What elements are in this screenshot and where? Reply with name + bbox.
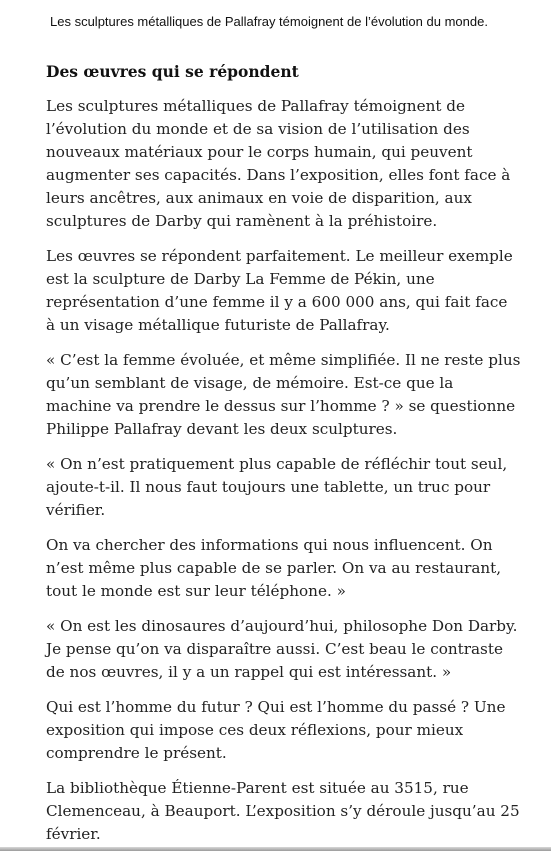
paragraph: Qui est l’homme du futur ? Qui est l’homme du passé ? Une exposition qui impose ces deux réflexions, pour mieux comprendre le présent. — [46, 698, 506, 762]
paragraph: On va chercher des informations qui nous influencent. On n’est même plus capable de se parler. On va au restaurant, tout le monde est sur leur téléphone. » — [46, 536, 502, 600]
paragraph: « C’est la femme évoluée, et même simplifiée. Il ne reste plus qu’un semblant de visage, de mémoire. Est-ce que la machine va prendre le dessus sur l’homme ? » se questionne Philippe Pallafray devant les deux sculptures. — [46, 351, 521, 438]
section-heading: Des œuvres qui se répondent — [46, 62, 299, 81]
paragraph: La bibliothèque Étienne-Parent est située au 3515, rue Clemenceau, à Beauport. L’exposition s’y déroule jusqu’au 25 février. — [46, 779, 520, 843]
bottom-divider — [0, 847, 551, 851]
paragraph: « On n’est pratiquement plus capable de réfléchir tout seul, ajoute-t-il. Il nous faut toujours une tablette, un truc pour vérifier. — [46, 455, 508, 519]
article-body — [46, 60, 521, 858]
paragraph: « On est les dinosaures d’aujourd’hui, philosophe Don Darby. Je pense qu’on va disparaître aussi. C’est beau le contraste de nos œuvres, il y a un rappel qui est intéressant. » — [46, 617, 518, 681]
image-caption: Les sculptures métalliques de Pallafray témoignent de l’évolution du monde. — [50, 14, 488, 29]
paragraph: Les sculptures métalliques de Pallafray témoignent de l’évolution du monde et de sa vision de l’utilisation des nouveaux matériaux pour le corps humain, qui peuvent augmenter ses capacités. Dans l’exposition, elles font face à leurs ancêtres, aux animaux en voie de disparition, aux sculptures de Darby qui ramènent à la préhistoire. — [46, 97, 511, 230]
paragraph: Les œuvres se répondent parfaitement. Le meilleur exemple est la sculpture de Darby La Femme de Pékin, une représentation d’une femme il y a 600 000 ans, qui fait face à un visage métallique futuriste de Pallafray. — [46, 247, 513, 334]
